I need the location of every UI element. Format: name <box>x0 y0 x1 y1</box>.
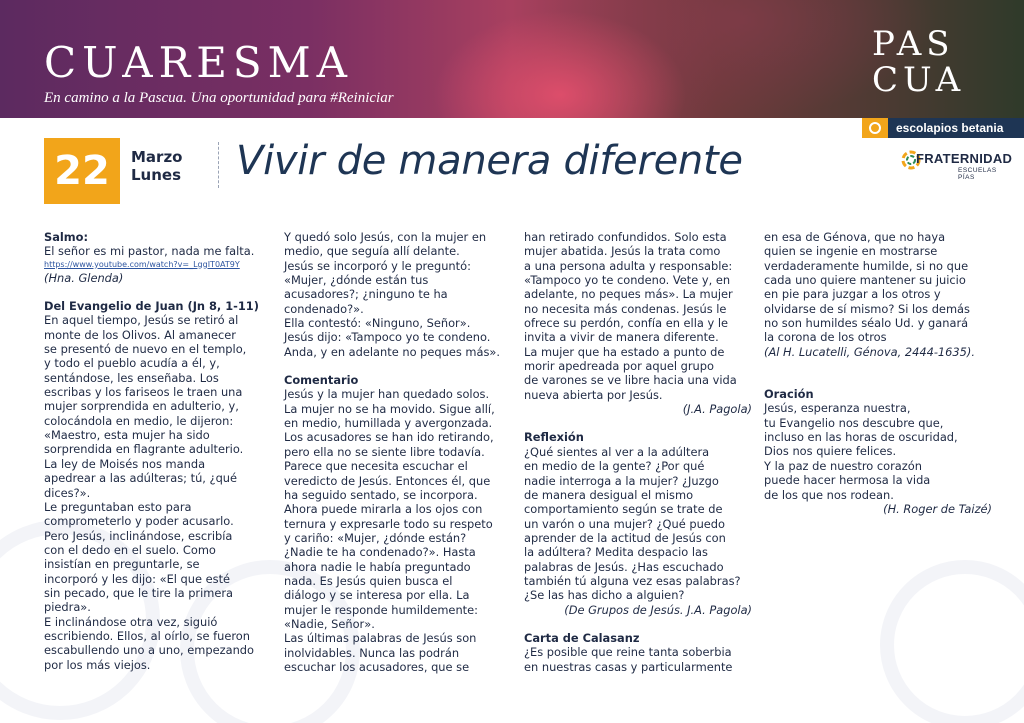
text-line: morir apedreada por aquel grupo <box>524 359 714 374</box>
evangelio-title: Del Evangelio de Juan (Jn 8, 1-11) <box>44 299 259 314</box>
date-text <box>131 148 182 184</box>
oracion-attribution: (H. Roger de Taizé) <box>883 501 992 516</box>
date-weekday: Lunes <box>131 166 182 184</box>
salmo-link[interactable]: https://www.youtube.com/watch?v=_LggIT0AT9Y <box>44 259 240 269</box>
text-line: E inclinándose otra vez, siguió <box>44 614 218 629</box>
text-line: La ley de Moisés nos manda <box>44 456 206 471</box>
text-line: Jesús, esperanza nuestra, <box>764 401 911 416</box>
text-line: La mujer no se ha movido. Sigue allí, <box>284 401 495 416</box>
escolapios-logo-icon <box>862 118 888 138</box>
text-line: Pero Jesús, inclinándose, escribía <box>44 528 233 543</box>
text-line: pero ella no se siente libre todavía. <box>284 444 485 459</box>
reflexion-text <box>524 445 752 603</box>
text-line: Los acusadores se han ido retirando, <box>284 430 494 445</box>
text-line: ¿Se las has dicho a alguien? <box>524 588 685 603</box>
watermark-shape <box>880 560 1024 723</box>
text-line: también tú alguna vez esas palabras? <box>524 573 741 588</box>
text-line: se presentó de nuevo en el templo, <box>44 342 247 357</box>
text-line: no necesita más condenas. Jesús le <box>524 301 727 316</box>
text-line: colocándola en medio, le dijeron: <box>44 413 234 428</box>
text-line: nadie interroga a la mujer? ¿Juzgo <box>524 473 719 488</box>
column-1 <box>44 230 272 672</box>
text-line: invita a vivir de manera diferente. <box>524 330 719 345</box>
text-line: en medio, humillada y avergonzada. <box>284 416 493 431</box>
text-line: mujer abatida. Jesús la trata como <box>524 244 721 259</box>
text-line: dices?». <box>44 485 91 500</box>
text-line: ha seguido sentado, se incorpora. <box>284 487 478 502</box>
text-line: monte de los Olivos. Al amanecer <box>44 327 236 342</box>
salmo-text: El señor es mi pastor, nada me falta. <box>44 244 255 259</box>
carta-title: Carta de Calasanz <box>524 630 640 645</box>
text-line: apedrear a las adúlteras; tú, ¿qué <box>44 471 238 486</box>
text-line: escabullendo uno a uno, empezando <box>44 643 255 658</box>
reflexion-title: Reflexión <box>524 430 584 445</box>
text-line: «Mujer, ¿dónde están tus <box>284 273 429 288</box>
text-line: y todo el pueblo acudía a él, y, <box>44 356 220 371</box>
text-line: en medio de la gente? ¿Por qué <box>524 459 705 474</box>
text-line: comprometerlo y poder acusarlo. <box>44 514 234 529</box>
text-line: ¿Nadie te ha condenado?». Hasta <box>284 545 476 560</box>
pascua-logo-line1: PAS <box>872 24 955 64</box>
text-line: Y quedó solo Jesús, con la mujer en <box>284 230 487 244</box>
header-subtitle: En camino a la Pascua. Una oportunidad para #Reiniciar <box>44 90 394 106</box>
salmo-title: Salmo: <box>44 230 89 244</box>
text-line: «Nadie, Señor». <box>284 616 375 631</box>
column-3 <box>524 230 752 674</box>
text-line: adelante, no peques más». La mujer <box>524 287 733 302</box>
text-line: escribiendo. Ellos, al oírlo, se fueron <box>44 628 250 643</box>
pascua-logo-line2: CUA <box>872 60 966 100</box>
evangelio-continued <box>284 230 512 359</box>
text-line: nueva abierta por Jesús. <box>524 387 663 402</box>
comentario-continued <box>524 230 752 402</box>
text-line: Le preguntaban esto para <box>44 499 192 514</box>
evangelio-text <box>44 313 272 672</box>
column-2 <box>284 230 512 674</box>
text-line: ofrece su perdón, confía en ella y le <box>524 316 729 331</box>
text-line: no son humildes séalo Ud. y ganará <box>764 316 969 331</box>
text-line: ¿Es posible que reine tanta soberbia <box>524 645 732 660</box>
text-line: en nuestras casas y particularmente <box>524 659 733 674</box>
text-line: Ahora puede mirarla a los ojos con <box>284 502 483 517</box>
text-line: en pie para juzgar a los otros y <box>764 287 941 302</box>
text-line: nada. Es Jesús quien busca el <box>284 573 453 588</box>
text-line: incluso en las horas de oscuridad, <box>764 430 958 445</box>
comentario-title: Comentario <box>284 373 359 388</box>
text-line: insistían en preguntarle, se <box>44 557 200 572</box>
text-line: quien se ingenie en mostrarse <box>764 244 938 259</box>
text-line: y cariño: «Mujer, ¿dónde están? <box>284 530 467 545</box>
text-line: escuchar los acusadores, que se <box>284 659 470 674</box>
text-line: de varones se ve libre hacia una vida <box>524 373 737 388</box>
reflexion-attribution: (De Grupos de Jesús. J.A. Pagola) <box>564 602 752 617</box>
text-line: sentándose, les enseñaba. Los <box>44 370 219 385</box>
comentario-text <box>284 387 512 674</box>
fraternidad-sub: ESCUELAS PÍAS <box>958 167 997 181</box>
text-line: inolvidables. Nunca las podrán <box>284 645 460 660</box>
text-line: Dios nos quiere felices. <box>764 444 897 459</box>
page-title: Vivir de manera diferente <box>236 138 743 184</box>
text-line: Jesús se incorporó y le preguntó: <box>284 258 471 273</box>
carta-continued <box>764 230 992 345</box>
text-line: Jesús dijo: «Tampoco yo te condeno. <box>284 330 491 345</box>
text-line: mujer sorprendida en adulterio, y, <box>44 399 239 414</box>
header-banner <box>0 0 1024 118</box>
date-day: 22 <box>54 148 110 194</box>
text-line: verdaderamente humilde, si no que <box>764 258 969 273</box>
text-line: tu Evangelio nos descubre que, <box>764 415 944 430</box>
text-line: veredicto de Jesús. Entonces él, que <box>284 473 491 488</box>
text-line: de manera desigual el mismo <box>524 487 694 502</box>
text-line: «Maestro, esta mujer ha sido <box>44 428 210 443</box>
text-line: Anda, y en adelante no peques más». <box>284 344 501 359</box>
text-line: Las últimas palabras de Jesús son <box>284 631 477 646</box>
text-line: sorprendida en flagrante adulterio. <box>44 442 244 457</box>
text-line: cada uno quiere mantener su juicio <box>764 273 966 288</box>
divider <box>218 142 219 188</box>
text-line: escribas y los fariseos le traen una <box>44 385 243 400</box>
text-line: en esa de Génova, que no haya <box>764 230 946 244</box>
text-line: condenado?». <box>284 301 364 316</box>
text-line: aprender de la actitud de Jesús con <box>524 530 726 545</box>
carta-attribution: (Al H. Lucatelli, Génova, 2444-1635). <box>764 344 975 359</box>
column-4 <box>764 230 992 516</box>
text-line: a una persona adulta y responsable: <box>524 258 733 273</box>
text-line: Parece que necesita escuchar el <box>284 459 468 474</box>
text-line: medio, que seguía allí delante. <box>284 244 460 259</box>
text-line: En aquel tiempo, Jesús se retiró al <box>44 313 239 328</box>
text-line: ¿Qué sientes al ver a la adúltera <box>524 444 710 459</box>
fraternidad-logo <box>900 147 1013 181</box>
header-title: CUARESMA <box>44 38 353 87</box>
brand-bar <box>862 118 1024 138</box>
text-line: acusadores?; ¿ninguno te ha <box>284 287 448 302</box>
text-line: con el dedo en el suelo. Como <box>44 542 216 557</box>
text-line: mujer le responde humildemente: <box>284 602 478 617</box>
pascua-logo <box>872 26 982 98</box>
text-line: sin pecado, que le tire la primera <box>44 585 234 600</box>
date-day-box <box>44 138 120 204</box>
text-line: Ella contestó: «Ninguno, Señor». <box>284 316 471 331</box>
salmo-attribution: (Hna. Glenda) <box>44 270 124 285</box>
text-line: Jesús y la mujer han quedado solos. <box>284 387 490 402</box>
text-line: «Tampoco yo te condeno. Vete y, en <box>524 273 731 288</box>
oracion-text <box>764 401 992 501</box>
text-line: palabras de Jesús. ¿Has escuchado <box>524 559 724 574</box>
text-line: piedra». <box>44 600 91 615</box>
text-line: la corona de los otros <box>764 330 887 345</box>
text-line: La mujer que ha estado a punto de <box>524 344 725 359</box>
text-line: ahora nadie le había preguntado <box>284 559 471 574</box>
text-line: diálogo y se interesa por ella. La <box>284 588 470 603</box>
text-line: puede hacer hermosa la vida <box>764 473 931 488</box>
text-line: ternura y expresarle todo su respeto <box>284 516 493 531</box>
text-line: incorporó y les dijo: «El que esté <box>44 571 231 586</box>
text-line: Y la paz de nuestro corazón <box>764 458 922 473</box>
fraternidad-name: FRATERNIDAD <box>916 151 1013 166</box>
carta-text <box>524 645 752 674</box>
date-month: Marzo <box>131 148 183 166</box>
text-line: un varón o una mujer? ¿Qué puedo <box>524 516 726 531</box>
text-line: por los más viejos. <box>44 657 151 672</box>
oracion-title: Oración <box>764 387 814 402</box>
text-line: olvidarse de sí mismo? Si los demás <box>764 301 970 316</box>
text-line: han retirado confundidos. Solo esta <box>524 230 727 244</box>
text-line: la adúltera? Medita despacio las <box>524 545 708 560</box>
text-line: comportamiento según se trate de <box>524 502 723 517</box>
comentario-attribution: (J.A. Pagola) <box>682 402 752 417</box>
text-line: de los que nos rodean. <box>764 487 894 502</box>
brand-name: escolapios betania <box>896 121 1004 135</box>
